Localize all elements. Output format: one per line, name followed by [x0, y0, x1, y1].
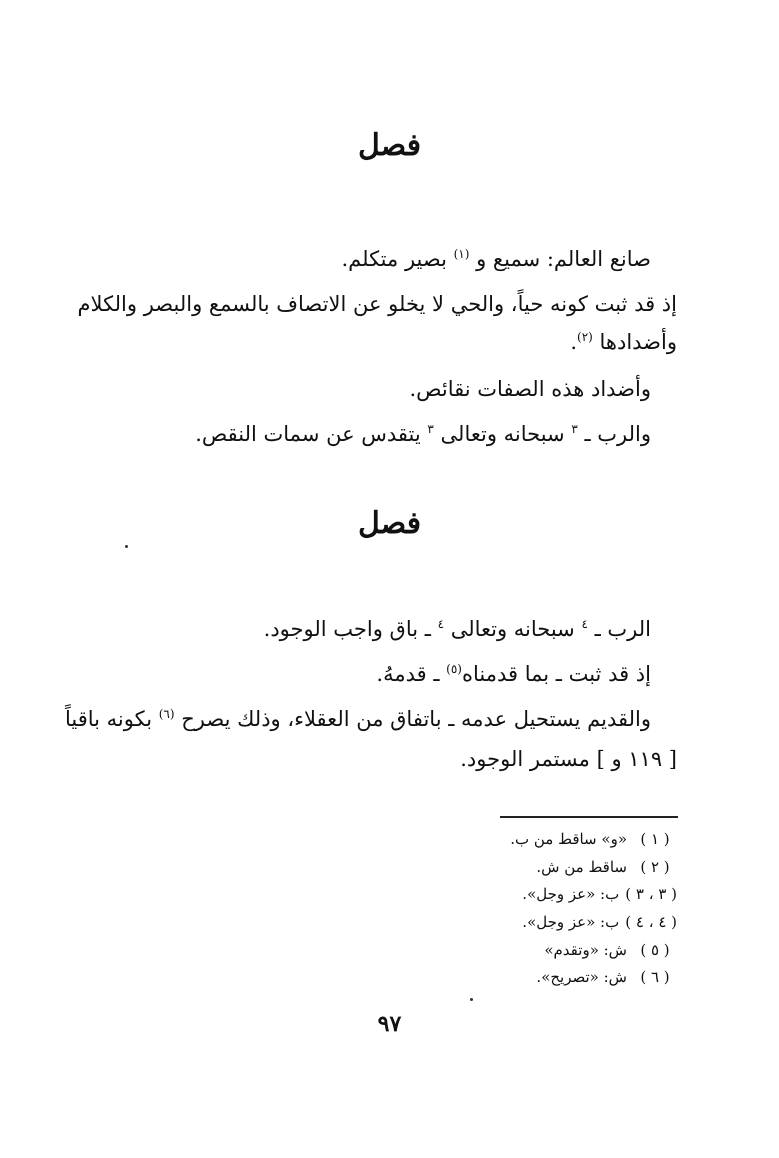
body-line: والقديم يستحيل عدمه ـ باتفاق من العقلاء، وذلك يصرح $^{(٦)}$ بكونه باقياً	[64, 707, 651, 731]
footnote-marker: ٣	[427, 422, 434, 436]
footnote-text: ساقط من ش.	[536, 858, 627, 876]
page-number: ٩٧	[377, 1011, 402, 1037]
footnote	[510, 828, 677, 850]
footnote-number: ( ٤ ، ٤ )	[625, 913, 677, 931]
footnote	[522, 883, 677, 905]
footnote-text: ش: «وتقدم»	[544, 941, 627, 959]
footnote-marker: (٦)	[158, 707, 175, 721]
footnote-number: ( ٥ )	[640, 941, 670, 959]
footnote-text: ش: «تصريح».	[536, 968, 627, 986]
body-line: [ ١١٩ و ] مستمر الوجود.	[460, 747, 677, 771]
footnote-marker: ٣	[571, 422, 578, 436]
footnote-number: ( ٢ )	[640, 858, 670, 876]
footnote-marker: ٤	[581, 617, 588, 631]
body-line: إذ قد ثبت ـ بما قدمناه$^{(٥)}$ ـ قدمهُ.	[376, 662, 651, 686]
body-line: صانع العالم: سميع و $^{(١)}$ بصير متكلم.	[341, 247, 651, 271]
body-line: وأضدادها $^{(٢)}$.	[570, 330, 677, 354]
footnote-separator	[500, 816, 678, 818]
footnote	[522, 911, 677, 933]
footnote-number: ( ١ )	[640, 830, 670, 848]
body-line: الرب ـ $^٤$ سبحانه وتعالى $^٤$ ـ باق واجب الوجود.	[263, 617, 651, 641]
footnote-marker: (١)	[453, 247, 470, 261]
body-line: وأضداد هذه الصفات نقائص.	[409, 377, 651, 401]
body-line: إذ قد ثبت كونه حياً، والحي لا يخلو عن الاتصاف بالسمع والبصر والكلام	[77, 292, 677, 316]
footnote-text: ب: «عز وجل».	[522, 913, 620, 931]
section-heading: فصل	[357, 128, 422, 163]
footnote	[544, 939, 677, 961]
footnote-marker: (٥)	[446, 662, 462, 676]
scan-speck	[125, 545, 128, 548]
footnote	[536, 966, 677, 988]
footnote-number: ( ٦ )	[640, 968, 670, 986]
scan-speck	[470, 998, 473, 1001]
footnote	[536, 856, 677, 878]
footnote-text: ب: «عز وجل».	[522, 885, 620, 903]
footnote-number: ( ٣ ، ٣ )	[625, 885, 677, 903]
section-heading: فصل	[357, 506, 422, 541]
footnote-text: «و» ساقط من ب.	[510, 830, 627, 848]
body-line: والرب ـ $^٣$ سبحانه وتعالى $^٣$ يتقدس عن سمات النقص.	[195, 422, 651, 446]
footnote-marker: (٢)	[577, 330, 593, 344]
footnote-marker: ٤	[437, 617, 445, 631]
